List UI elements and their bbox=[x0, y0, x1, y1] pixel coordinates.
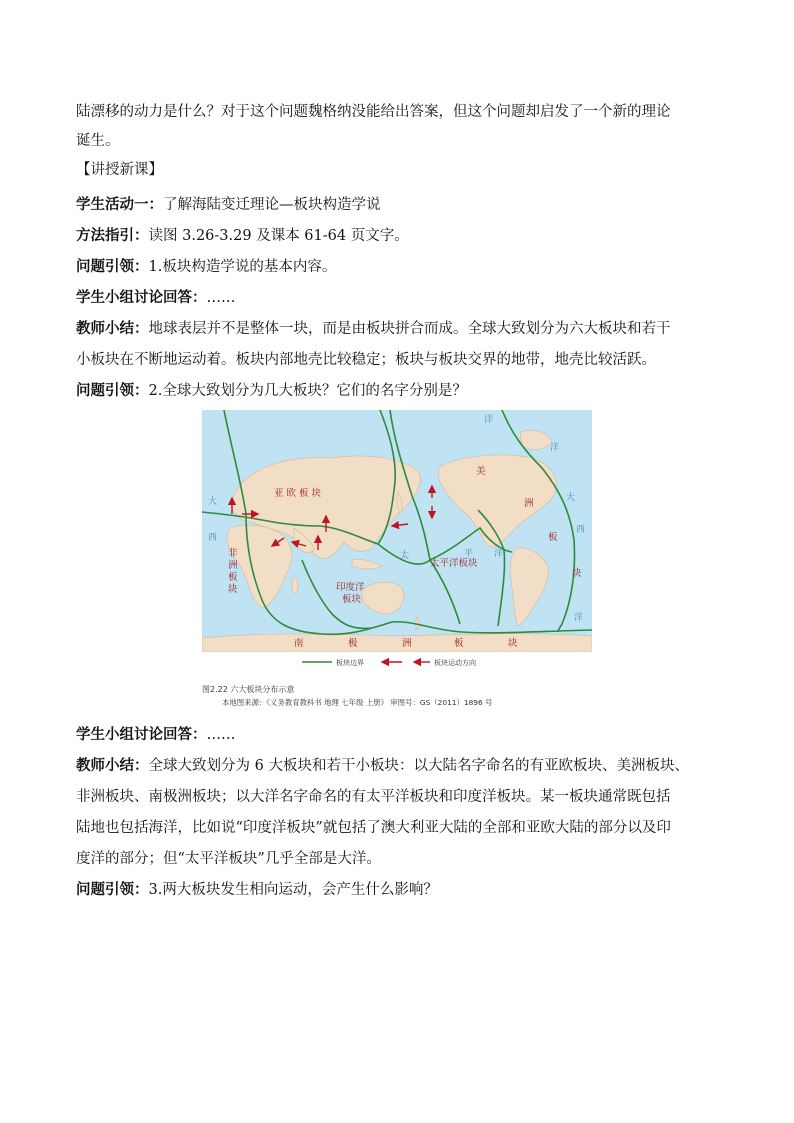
question-1-label: 问题引领： bbox=[76, 259, 149, 275]
label-pacific-plate: 太平洋板块 bbox=[430, 558, 478, 569]
group-discussion-1-label: 学生小组讨论回答： bbox=[76, 290, 207, 306]
label-atlantic-right-2: 西 bbox=[576, 525, 586, 535]
label-african-plate-4: 块 bbox=[228, 584, 238, 595]
method-text: 读图 3.26-3.29 及课本 61-64 页文字。 bbox=[148, 228, 409, 244]
activity-line bbox=[76, 195, 726, 215]
question-2-label: 问题引领： bbox=[76, 383, 149, 399]
group-discussion-2-label: 学生小组讨论回答： bbox=[76, 727, 207, 743]
figure-source: 本地图来源：《义务教育教科书 地理 七年级 上册》 审图号：GS（2011）1896 号 bbox=[222, 698, 493, 707]
section-title: 【讲授新课】 bbox=[76, 162, 163, 178]
summary-1-label: 教师小结： bbox=[76, 321, 149, 337]
method-label: 方法指引： bbox=[76, 228, 149, 244]
legend-boundary-label: 板块边界 bbox=[336, 659, 364, 667]
label-american-plate-3: 板 bbox=[548, 532, 558, 543]
summary-2-text-1: 全球大致划分为 6 大板块和若干小板块：以大陆名字命名的有亚欧板块、美洲板块、 bbox=[148, 758, 689, 774]
antarctica-land bbox=[202, 634, 592, 652]
summary-2-line-2: 非洲板块、南极洲板块；以大洋名字命名的有太平洋板块和印度洋板块。某一板块通常既包括 bbox=[76, 789, 671, 805]
legend-direction-label: 板块运动方向 bbox=[434, 659, 476, 667]
group-discussion-2-text: …… bbox=[206, 727, 236, 743]
label-american-plate-1: 美 bbox=[476, 466, 486, 477]
label-antarctic-plate-1: 南 bbox=[294, 638, 304, 649]
label-antarctic-plate-5: 块 bbox=[508, 638, 518, 649]
intro-line-1: 陆漂移的动力是什么？对于这个问题魏格纳没能给出答案，但这个问题却启发了一个新的理论 bbox=[76, 104, 671, 120]
label-antarctic-plate-4: 板 bbox=[454, 638, 464, 649]
label-ocean-top-2: 洋 bbox=[550, 443, 560, 453]
label-indian-plate-2: 板块 bbox=[342, 594, 362, 605]
question-3-line bbox=[76, 880, 726, 900]
label-ocean-top-1: 洋 bbox=[484, 415, 494, 425]
label-african-plate-3: 板 bbox=[228, 572, 238, 583]
question-2-text: 2.全球大致划分为几大板块？它们的名字分别是？ bbox=[148, 383, 467, 399]
label-indian-plate-1: 印度洋 bbox=[336, 582, 365, 593]
label-american-plate-2: 洲 bbox=[524, 498, 534, 509]
label-atlantic-right-3: 洋 bbox=[574, 613, 584, 623]
label-atlantic-left-1: 大 bbox=[208, 497, 218, 507]
group-discussion-1-text: …… bbox=[206, 290, 236, 306]
method-line bbox=[76, 226, 726, 246]
label-pacific-ocean-1: 太 bbox=[400, 551, 410, 561]
label-pacific-ocean-3: 洋 bbox=[494, 549, 504, 559]
label-atlantic-right-1: 大 bbox=[566, 493, 576, 503]
figure-caption: 图2.22 六大板块分布示意 bbox=[202, 685, 295, 694]
question-3-label: 问题引领： bbox=[76, 882, 149, 898]
label-african-plate-1: 非 bbox=[228, 548, 238, 559]
summary-2-line-3: 陆地也包括海洋，比如说“印度洋板块”就包括了澳大利亚大陆的全部和亚欧大陆的部分以及印 bbox=[76, 820, 671, 836]
label-american-plate-4: 块 bbox=[572, 568, 582, 579]
group-discussion-2-line bbox=[76, 725, 726, 745]
summary-2-label: 教师小结： bbox=[76, 758, 149, 774]
activity-text: 了解海陆变迁理论—板块构造学说 bbox=[163, 197, 381, 213]
label-antarctic-plate-3: 洲 bbox=[402, 638, 412, 649]
label-atlantic-left-2: 西 bbox=[208, 533, 218, 543]
summary-1-text-1: 地球表层并不是整体一块，而是由板块拼合而成。全球大致划分为六大板块和若干 bbox=[148, 321, 671, 337]
label-pacific-ocean-2: 平 bbox=[464, 549, 474, 559]
summary-2-line-4: 度洋的部分；但“太平洋板块”几乎全部是大洋。 bbox=[76, 851, 381, 867]
question-1-text: 1.板块构造学说的基本内容。 bbox=[148, 259, 337, 275]
summary-1-line-2: 小板块在不断地运动着。板块内部地壳比较稳定；板块与板块交界的地带，地壳比较活跃。 bbox=[76, 352, 656, 368]
question-3-text: 3.两大板块发生相向运动，会产生什么影响？ bbox=[148, 882, 438, 898]
summary-2-line-1 bbox=[76, 756, 726, 776]
question-2-line bbox=[76, 381, 726, 401]
question-1-line bbox=[76, 257, 726, 277]
summary-1-line-1 bbox=[76, 319, 726, 339]
label-african-plate-2: 洲 bbox=[228, 560, 238, 571]
intro-line-2: 诞生。 bbox=[76, 133, 120, 149]
activity-label: 学生活动一： bbox=[76, 197, 163, 213]
madagascar-land bbox=[292, 577, 298, 593]
label-antarctic-plate-2: 极 bbox=[348, 638, 358, 649]
group-discussion-1-line bbox=[76, 288, 726, 308]
label-eurasian-plate: 亚 欧 板 块 bbox=[274, 488, 322, 499]
plate-map-figure bbox=[202, 410, 592, 672]
